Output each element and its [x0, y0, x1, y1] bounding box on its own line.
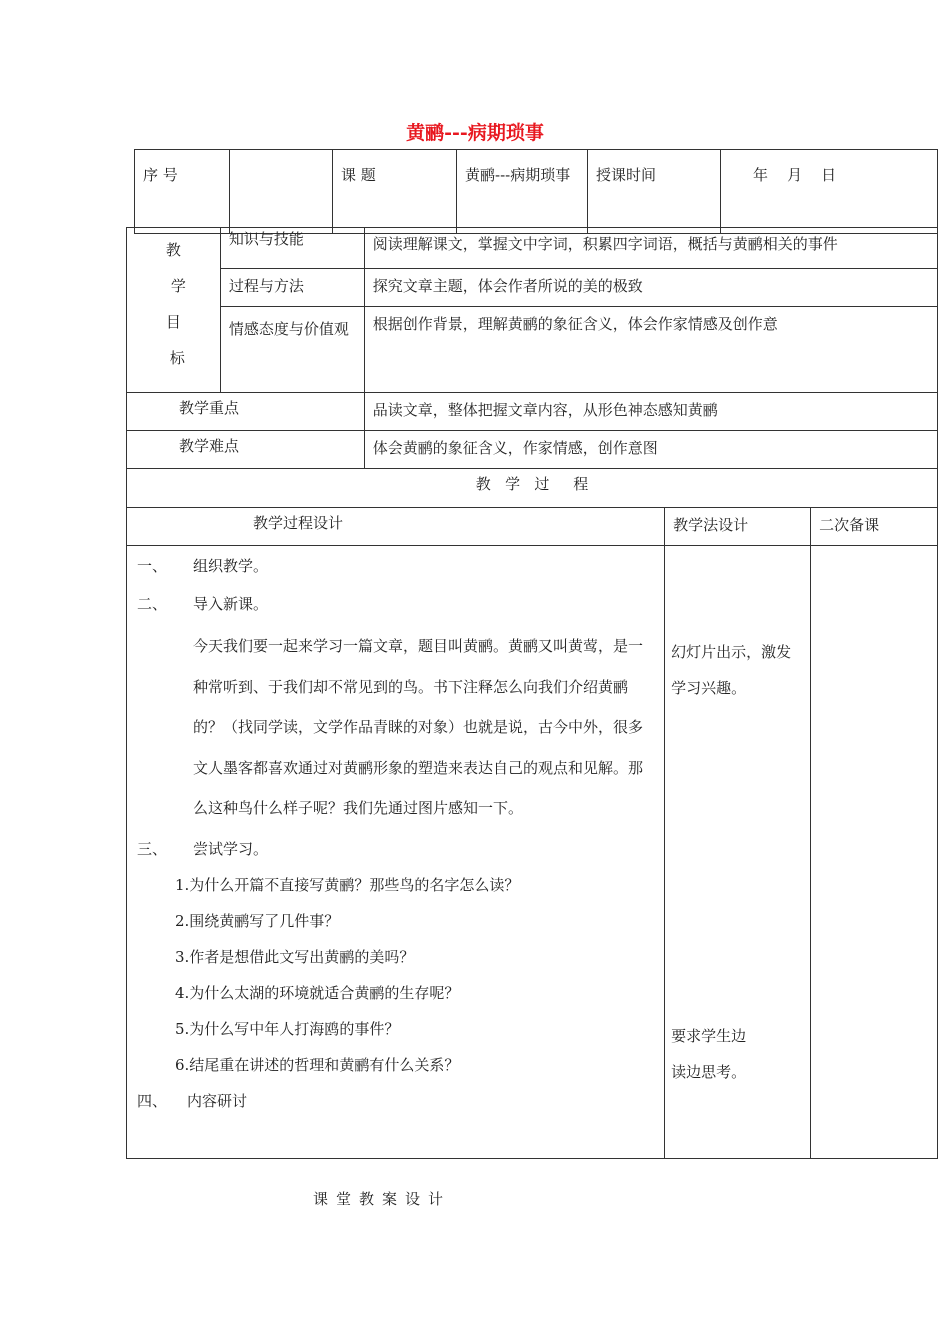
page-title: 黄鹂---病期琐事 [406, 122, 544, 144]
process-design-cell [127, 546, 665, 1159]
time-value-cell [721, 150, 938, 234]
goal-row-label: 情感态度与价值观 [220, 307, 364, 393]
goals-label-char: 标 [169, 349, 185, 367]
intro-paragraph: 今天我们要一起来学习一篇文章，题目叫黄鹂。黄鹂又叫黄莺，是一种常听到、于我们却不常见到的鸟。书下注释怎么向我们介绍黄鹂的？（找同学读，文学作品青睐的对象）也就是说，古今中外，很多文人墨客都喜欢通过对黄鹂形象的塑造来表达自己的观点和见解。那么这种鸟什么样子呢？我们先通过图片感知一下。 [193, 637, 644, 818]
time-label-cell [588, 150, 721, 234]
column-method-header: 教学法设计 [665, 508, 811, 546]
process-title: 教 学 过 程 [127, 469, 938, 508]
step-text: 尝试学习。 [193, 839, 269, 858]
step-number: 三、 [137, 839, 168, 858]
question-item: 1.为什么开篇不直接写黄鹂？那些鸟的名字怎么读？ [175, 875, 520, 894]
step-number: 二、 [137, 595, 168, 613]
key-point-label: 教学重点 [127, 393, 365, 431]
goal-row-content: 阅读理解课文，掌握文中字词，积累四字词语，概括与黄鹂相关的事件 [364, 228, 937, 269]
goals-label [127, 228, 221, 393]
step-two [137, 586, 656, 622]
key-point-content: 品读文章，整体把握文章内容，从形色神态感知黄鹂 [364, 393, 937, 431]
goals-label-char: 目 [165, 313, 181, 331]
topic-label: 课 题 [341, 166, 376, 184]
question-item: 6.结尾重在讲述的哲理和黄鹂有什么关系？ [175, 1055, 460, 1074]
second-prep-cell [811, 546, 938, 1159]
goals-label-char: 教 [165, 241, 181, 259]
step-text: 组织教学。 [193, 557, 269, 575]
topic-value: 黄鹂---病期琐事 [465, 166, 571, 184]
column-second-header: 二次备课 [811, 508, 938, 546]
goal-row-content: 探究文章主题，体会作者所说的美的极致 [364, 269, 937, 307]
question-item: 2.围绕黄鹂写了几件事？ [175, 911, 340, 930]
question-item: 3.作者是想借此文写出黄鹂的美吗？ [175, 947, 415, 966]
column-design-header: 教学过程设计 [127, 508, 665, 546]
method-note: 幻灯片出示，激发学习兴趣。 [671, 643, 792, 697]
topic-label-cell [333, 150, 457, 234]
goal-row-label: 过程与方法 [220, 269, 364, 307]
step-three [137, 831, 656, 867]
step-text: 导入新课。 [193, 595, 269, 613]
step-four [137, 1083, 656, 1119]
lesson-plan-table [126, 227, 938, 1159]
seq-label-cell [135, 150, 230, 234]
footer-caption: 课堂教案设计 [313, 1190, 452, 1208]
time-value: 年 月 日 [753, 166, 837, 184]
difficulty-label: 教学难点 [127, 431, 365, 469]
step-text: 内容研讨 [187, 1091, 248, 1110]
goal-row-label: 知识与技能 [220, 228, 364, 269]
topic-value-cell [457, 150, 588, 234]
header-table [134, 149, 938, 234]
question-item: 5.为什么写中年人打海鸥的事件？ [175, 1019, 400, 1038]
method-notes-cell [665, 546, 811, 1159]
goals-label-char: 学 [170, 277, 186, 295]
step-number: 四、 [137, 1091, 168, 1110]
method-note: 要求学生边读边思考。 [671, 1027, 747, 1081]
time-label: 授课时间 [596, 166, 657, 184]
difficulty-content: 体会黄鹂的象征含义，作家情感，创作意图 [364, 431, 937, 469]
seq-label: 序 号 [143, 166, 178, 184]
goal-row-content: 根据创作背景，理解黄鹂的象征含义，体会作家情感及创作意 [364, 307, 937, 393]
question-item: 4.为什么太湖的环境就适合黄鹂的生存呢？ [175, 983, 460, 1002]
step-number: 一、 [137, 557, 168, 575]
step-one [137, 546, 656, 586]
seq-value-cell [230, 150, 333, 234]
